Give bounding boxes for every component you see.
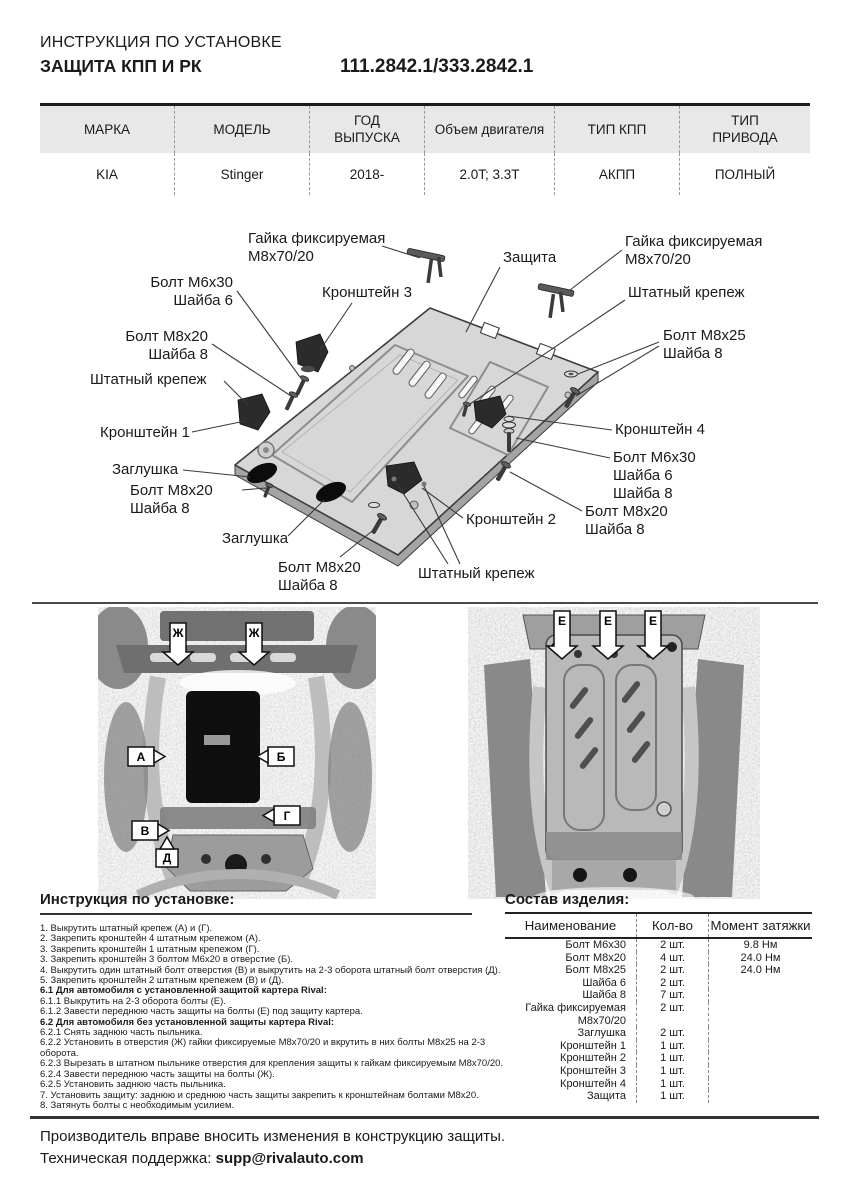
leader-line <box>224 381 248 405</box>
component-name: Кронштейн 4 <box>505 1078 637 1091</box>
footer-support <box>40 1150 364 1167</box>
gearbox <box>186 691 260 803</box>
diagram-label: Штатный крепеж <box>628 284 745 301</box>
component-name: Кронштейн 3 <box>505 1065 637 1078</box>
shield-emblem <box>657 802 671 816</box>
component-name: Кронштейн 2 <box>505 1052 637 1065</box>
components-col-name: Наименование <box>505 914 637 937</box>
instruction-steps <box>40 924 510 1111</box>
component-qty: 1 шт. <box>637 1078 709 1091</box>
component-name: Болт М8х25 <box>505 964 637 977</box>
instructions-title: Инструкция по установке: <box>40 891 472 915</box>
components-rows <box>505 939 812 1103</box>
vehicle-col-header: МАРКА <box>40 106 175 153</box>
diagram-label: Гайка фиксируемая М8х70/20 <box>625 233 763 268</box>
diagram-label: Гайка фиксируемая М8х70/20 <box>248 230 386 265</box>
marker-letter: Г <box>283 809 291 823</box>
diagram-label: Болт М8х25 Шайба 8 <box>663 327 746 362</box>
diagram-label: Штатный крепеж <box>90 371 207 388</box>
bracket-3-flange <box>301 366 315 372</box>
component-qty: 2 шт. <box>637 939 709 952</box>
component-row <box>505 989 812 1002</box>
footer-disclaimer: Производитель вправе вносить изменения в конструкцию защиты. <box>40 1128 506 1145</box>
component-torque <box>709 1078 812 1091</box>
diagram-label: Болт М6х30 Шайба 6 <box>150 274 233 309</box>
part-numbers: 111.2842.1/333.2842.1 <box>340 56 534 77</box>
leader-line <box>466 267 500 332</box>
doc-subtitle: ЗАЩИТА КПП И РК <box>40 56 202 76</box>
component-torque <box>709 977 812 990</box>
component-row <box>505 1052 812 1065</box>
component-torque: 24.0 Нм <box>740 951 781 964</box>
component-row <box>505 1002 812 1027</box>
instruction-step: 8. Затянуть болты с необходимым усилием. <box>40 1099 235 1111</box>
subframe-hole <box>201 854 211 864</box>
shield-bolt <box>667 642 677 652</box>
component-qty: 1 шт. <box>637 1052 709 1065</box>
photo-markers-right <box>547 611 668 659</box>
component-row <box>505 1065 812 1078</box>
component-name: Шайба 6 <box>505 977 637 990</box>
doc-title: ИНСТРУКЦИЯ ПО УСТАНОВКЕ <box>40 34 282 51</box>
component-torque <box>709 1002 812 1027</box>
fixing-nut-clip <box>538 283 574 318</box>
components-col-torque: Момент затяжки <box>710 918 811 933</box>
component-name: Болт М8х20 <box>505 952 637 965</box>
components-col-qty: Кол-во <box>637 914 709 937</box>
marker-letter: А <box>136 750 146 764</box>
diagram-label: Болт М8х20 Шайба 8 <box>130 482 213 517</box>
component-row <box>505 964 812 977</box>
component-qty: 1 шт. <box>637 1090 709 1103</box>
component-qty: 2 шт. <box>637 977 709 990</box>
diagram-label: Болт М8х20 Шайба 8 <box>125 328 208 363</box>
component-qty: 2 шт. <box>637 1027 709 1040</box>
component-name: Заглушка <box>505 1027 637 1040</box>
component-qty: 2 шт. <box>637 1002 709 1027</box>
marker-letter: Б <box>276 750 286 764</box>
vehicle-value-gearbox: АКПП <box>555 153 680 195</box>
leader-line <box>192 421 245 432</box>
shield-rear-edge <box>552 860 676 890</box>
diagram-label: Защита <box>503 249 557 266</box>
component-torque <box>709 1090 812 1103</box>
instruction-step: 6.2.5 Установить заднюю часть пыльника. <box>40 1079 226 1091</box>
instruction-step: 6.1.2 Завести переднюю часть защиты на болты (Е) под защиту картера. <box>40 1006 363 1018</box>
diagram-label: Кронштейн 4 <box>615 421 705 438</box>
diagram-label: Болт М8х20 Шайба 8 <box>585 503 668 538</box>
components-header <box>505 912 812 939</box>
footer-divider <box>30 1116 819 1119</box>
component-qty: 1 шт. <box>637 1040 709 1053</box>
instruction-step: 6.2.4 Завести переднюю часть защиты на болты (Ж). <box>40 1068 275 1080</box>
instruction-step: 7. Установить защиту: заднюю и среднюю часть защиты закрепить к кронштейнам болтами М8х20. <box>40 1089 479 1101</box>
bracket-2-hole <box>392 477 397 482</box>
marker-letter: Е <box>603 614 613 628</box>
vehicle-col-header: ТИП КПП <box>555 106 680 153</box>
header <box>40 34 282 77</box>
component-qty: 7 шт. <box>637 989 709 1002</box>
leader-line <box>212 344 291 396</box>
washer-glyph <box>369 502 380 507</box>
instruction-step: 6.2.1 Снять заднюю часть пыльника. <box>40 1027 203 1039</box>
leader-line <box>320 303 352 350</box>
marker-letter: Ж <box>172 626 184 640</box>
vehicle-col-header: ТИП ПРИВОДА <box>680 106 810 153</box>
vehicle-value-brand: KIA <box>40 153 175 195</box>
component-qty: 4 шт. <box>637 952 709 965</box>
vehicle-col-header: МОДЕЛЬ <box>175 106 310 153</box>
instruction-step: 6.1 Для автомобиля с установленной защитой картера Rival: <box>40 985 327 997</box>
gearbox-tag <box>204 735 230 745</box>
instruction-step: 6.2 Для автомобиля без установленной защиты картера Rival: <box>40 1016 335 1028</box>
marker-letter: Ж <box>248 626 260 640</box>
diagram-label: Заглушка <box>112 461 179 478</box>
marker-letter: В <box>140 824 150 838</box>
component-name: Шайба 8 <box>505 989 637 1002</box>
crossmember-slot <box>270 653 296 662</box>
side-structure <box>328 702 372 852</box>
exploded-view-diagram <box>0 215 849 607</box>
installed-shield <box>546 635 682 860</box>
vehicle-value-year: 2018- <box>310 153 425 195</box>
component-row <box>505 952 812 965</box>
vehicle-value-drive: ПОЛНЫЙ <box>680 153 810 195</box>
component-name: Кронштейн 1 <box>505 1040 637 1053</box>
component-qty: 2 шт. <box>637 964 709 977</box>
bolt-m8x20-glyph <box>282 391 298 412</box>
component-row <box>505 939 812 952</box>
subframe-hole <box>261 854 271 864</box>
leader-line <box>578 342 659 374</box>
washer-hole <box>569 373 574 375</box>
diagram-label: Кронштейн 2 <box>466 511 556 528</box>
components-title: Состав изделия: <box>505 891 630 908</box>
component-torque: 9.8 Нм <box>743 939 778 951</box>
diagram-label: Кронштейн 1 <box>100 424 190 441</box>
diagram-label: Штатный крепеж <box>418 565 535 582</box>
rear-bolt <box>623 868 637 882</box>
component-torque <box>709 1027 812 1040</box>
diagram-label: Кронштейн 3 <box>322 284 412 301</box>
leader-line <box>516 438 610 458</box>
component-row <box>505 1040 812 1053</box>
section-divider <box>32 602 818 604</box>
component-torque: 24.0 Нм <box>740 964 781 977</box>
instruction-step: 6.1.1 Выкрутить на 2-3 оборота болты (Е). <box>40 995 226 1007</box>
support-label: Техническая поддержка: <box>40 1150 216 1167</box>
plate-hole <box>350 366 355 371</box>
support-email: supp@rivalauto.com <box>215 1150 364 1167</box>
component-name: Болт М6х30 <box>505 939 637 952</box>
component-torque <box>709 989 812 1002</box>
vehicle-col-header: ГОД ВЫПУСКА <box>310 106 425 153</box>
component-row <box>505 1090 812 1103</box>
instruction-step: 1. Выкрутить штатный крепеж (А) и (Г). <box>40 923 213 934</box>
rear-bolt <box>573 868 587 882</box>
vehicle-table <box>40 103 810 195</box>
shield-bolt <box>574 650 582 658</box>
diagram-label: Заглушка <box>222 530 289 547</box>
underbody-photo-before <box>98 607 376 899</box>
marker-letter: Е <box>648 614 658 628</box>
components-table <box>505 891 812 1103</box>
plate-emblem-center <box>263 447 269 453</box>
instruction-step: 6.2.2 Установить в отверстия (Ж) гайки фиксируемые М8х70/20 и вкрутить в них болты М8х25 на 2-3 оборота. <box>40 1037 486 1059</box>
vehicle-value-engine: 2.0T; 3.3T <box>425 153 555 195</box>
crossmember-slot <box>190 653 216 662</box>
component-torque <box>709 1040 812 1053</box>
shield-rear-band <box>546 832 682 860</box>
instruction-step: 6.2.3 Вырезать в штатном пыльнике отверстия для крепления защиты к гайкам фиксируемым М8х70/20. <box>40 1058 504 1070</box>
leader-line <box>237 291 300 377</box>
vehicle-value-model: Stinger <box>175 153 310 195</box>
marker-letter: Е <box>557 614 567 628</box>
instruction-step: 2. Закрепить кронштейн 4 штатным крепежом (А). <box>40 933 261 945</box>
component-row <box>505 1078 812 1091</box>
component-torque <box>709 1052 812 1065</box>
marker-letter: Д <box>162 851 172 865</box>
component-row <box>505 1027 812 1040</box>
instruction-step: 3. Закрепить кронштейн 3 болтом М6х20 в отверстие (Б). <box>40 954 293 966</box>
instruction-step: 4. Выкрутить один штатный болт отверстия (В) и выкрутить на 2-3 оборота штатный болт отверстия (Д). <box>40 964 501 976</box>
diagram-label: Болт М6х30 Шайба 6 Шайба 8 <box>613 449 696 502</box>
instruction-step: 5. Закрепить кронштейн 2 штатным крепежем (В) и (Д). <box>40 975 284 987</box>
fixing-nut-clip <box>407 248 445 283</box>
component-torque <box>709 1065 812 1078</box>
component-row <box>505 977 812 990</box>
leader-line <box>510 472 582 511</box>
component-name: Гайка фиксируемая М8х70/20 <box>505 1002 637 1027</box>
bracket-3-part <box>296 334 328 372</box>
installation-instructions <box>40 891 510 1111</box>
vehicle-col-header: Объем двигателя <box>425 106 555 153</box>
underbody-photo-after <box>468 607 760 899</box>
leader-line <box>570 250 622 290</box>
diagram-label: Болт М8х20 Шайба 8 <box>278 559 361 594</box>
component-qty: 1 шт. <box>637 1065 709 1078</box>
instruction-step: 3. Закрепить кронштейн 1 штатным крепежом (Г). <box>40 943 260 955</box>
component-name: Защита <box>505 1090 637 1103</box>
bracket-2-hole <box>422 482 427 487</box>
